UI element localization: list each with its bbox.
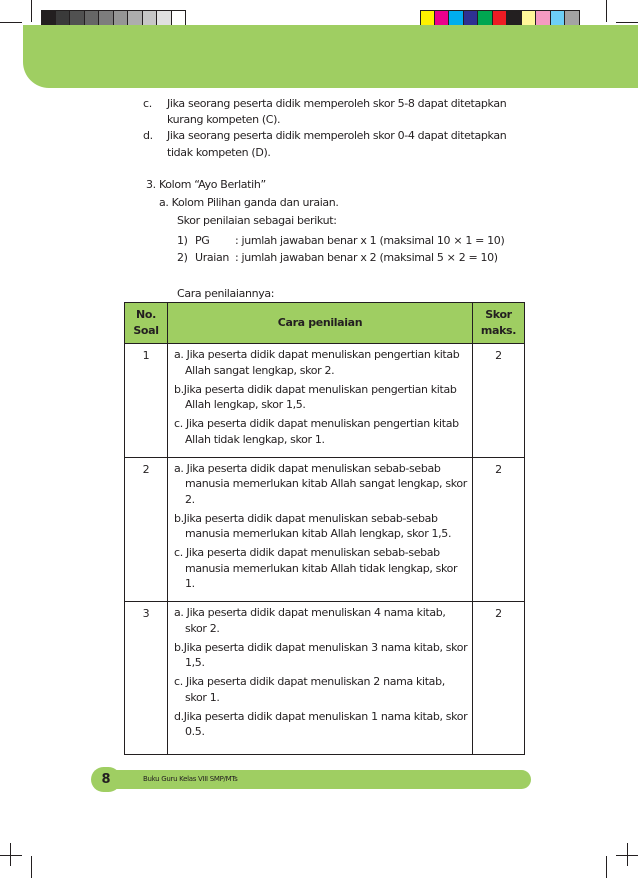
criteria-item: a. Jika peserta didik dapat menuliskan 4 nama kitab, skor 2. bbox=[174, 606, 446, 635]
rule-uraian-text: : jumlah jawaban benar x 2 (maksimal 5 × 2 = 10) bbox=[235, 251, 498, 264]
crop-mark bbox=[10, 843, 11, 866]
table-row bbox=[125, 344, 525, 458]
registration-swatch bbox=[536, 11, 551, 26]
section-3a-heading: a. Kolom Pilihan ganda dan uraian. bbox=[159, 196, 339, 209]
crop-mark bbox=[31, 0, 32, 22]
crop-mark bbox=[31, 856, 32, 878]
item-d-line2: tidak kompeten (D). bbox=[167, 146, 271, 159]
registration-swatch bbox=[172, 11, 187, 26]
item-c-line1: Jika seorang peserta didik memperoleh skor 5-8 dapat ditetapkan bbox=[167, 97, 507, 110]
question-number: 1 bbox=[125, 344, 168, 458]
registration-swatch bbox=[565, 11, 580, 26]
header-no-line2: Soal bbox=[133, 324, 159, 337]
registration-swatch bbox=[435, 11, 450, 26]
scoring-criteria bbox=[168, 602, 473, 755]
item-c-line2: kurang kompeten (C). bbox=[167, 113, 281, 126]
header-no-soal bbox=[125, 303, 168, 344]
criteria-item: a. Jika peserta didik dapat menuliskan sebab-sebab manusia memerlukan kitab Allah sangat lengkap, skor 2. bbox=[174, 461, 467, 506]
table-row bbox=[125, 602, 525, 755]
item-d-line1: Jika seorang peserta didik memperoleh skor 0-4 dapat ditetapkan bbox=[167, 129, 507, 142]
crop-mark bbox=[616, 22, 638, 23]
registration-swatch bbox=[493, 11, 508, 26]
header-cara-penilaian: Cara penilaian bbox=[168, 303, 473, 344]
registration-swatch bbox=[449, 11, 464, 26]
max-score: 2 bbox=[473, 457, 525, 602]
table-header-row bbox=[125, 303, 525, 344]
registration-swatch bbox=[128, 11, 143, 26]
scoring-criteria bbox=[168, 457, 473, 602]
crop-mark bbox=[606, 856, 607, 878]
criteria-item: a. Jika peserta didik dapat menuliskan pengertian kitab Allah sangat lengkap, skor 2. bbox=[174, 348, 460, 377]
crop-mark bbox=[627, 843, 628, 866]
header-skor-maks bbox=[473, 303, 525, 344]
crop-mark bbox=[606, 0, 607, 22]
registration-swatch bbox=[143, 11, 158, 26]
registration-swatch bbox=[41, 11, 56, 26]
scoring-criteria bbox=[168, 344, 473, 458]
rule-uraian-number: 2) bbox=[177, 251, 188, 264]
criteria-item: b.Jika peserta didik dapat menuliskan pengertian kitab Allah lengkap, skor 1,5. bbox=[174, 382, 457, 411]
scoring-table bbox=[124, 302, 525, 755]
item-c-marker: c. bbox=[143, 97, 152, 110]
criteria-item: d.Jika peserta didik dapat menuliskan 1 nama kitab, skor 0.5. bbox=[174, 709, 468, 738]
registration-swatch bbox=[420, 11, 435, 26]
grayscale-registration-bar bbox=[41, 10, 186, 25]
registration-swatch bbox=[507, 11, 522, 26]
criteria-item: c. Jika peserta didik dapat menuliskan pengertian kitab Allah tidak lengkap, skor 1. bbox=[174, 417, 459, 446]
cara-penilaian-heading: Cara penilaiannya: bbox=[177, 287, 275, 300]
criteria-item: c. Jika peserta didik dapat menuliskan sebab-sebab manusia memerlukan kitab Allah tidak lengkap, skor 1. bbox=[174, 546, 458, 590]
rule-pg-label: PG bbox=[195, 234, 210, 247]
header-band bbox=[23, 25, 638, 88]
skor-heading: Skor penilaian sebagai berikut: bbox=[177, 214, 337, 227]
registration-swatch bbox=[522, 11, 537, 26]
criteria-item: b.Jika peserta didik dapat menuliskan sebab-sebab manusia memerlukan kitab Allah lengkap, skor 1,5. bbox=[174, 511, 452, 540]
page-number: 8 bbox=[91, 767, 121, 792]
crop-mark bbox=[0, 22, 22, 23]
registration-swatch bbox=[85, 11, 100, 26]
registration-swatch bbox=[56, 11, 71, 26]
question-number: 3 bbox=[125, 602, 168, 755]
book-title: Buku Guru Kelas VIII SMP/MTs bbox=[143, 775, 238, 783]
item-d-marker: d. bbox=[143, 129, 153, 142]
registration-swatch bbox=[99, 11, 114, 26]
registration-swatch bbox=[551, 11, 566, 26]
criteria-item: b.Jika peserta didik dapat menuliskan 3 nama kitab, skor 1,5. bbox=[174, 640, 468, 669]
table-row bbox=[125, 457, 525, 602]
registration-swatch bbox=[464, 11, 479, 26]
header-no-line1: No. bbox=[136, 308, 156, 321]
max-score: 2 bbox=[473, 344, 525, 458]
max-score: 2 bbox=[473, 602, 525, 755]
criteria-item: c. Jika peserta didik dapat menuliskan 2 nama kitab, skor 1. bbox=[174, 675, 445, 704]
rule-pg-number: 1) bbox=[177, 234, 188, 247]
header-skor-line1: Skor bbox=[485, 308, 512, 321]
section-3-heading: 3. Kolom “Ayo Berlatih” bbox=[146, 178, 266, 191]
header-skor-line2: maks. bbox=[480, 324, 517, 337]
registration-swatch bbox=[70, 11, 85, 26]
question-number: 2 bbox=[125, 457, 168, 602]
color-registration-bar bbox=[420, 10, 580, 25]
rule-pg-text: : jumlah jawaban benar x 1 (maksimal 10 × 1 = 10) bbox=[235, 234, 505, 247]
registration-swatch bbox=[478, 11, 493, 26]
registration-swatch bbox=[114, 11, 129, 26]
rule-uraian-label: Uraian bbox=[195, 251, 229, 264]
crop-mark bbox=[0, 855, 22, 856]
registration-swatch bbox=[157, 11, 172, 26]
